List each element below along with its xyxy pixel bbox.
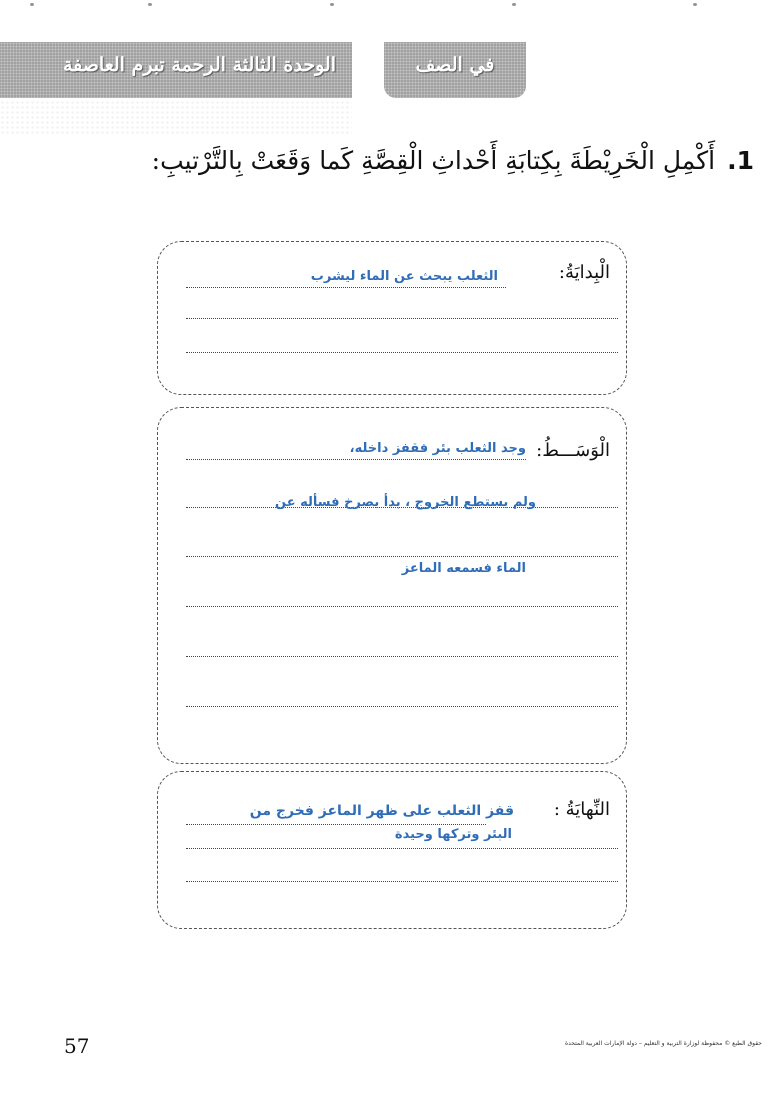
scan-speck <box>693 3 697 6</box>
writing-line <box>186 848 618 849</box>
writing-line <box>186 606 618 607</box>
writing-line <box>186 459 526 460</box>
end-box <box>157 771 627 929</box>
question-heading <box>134 146 754 175</box>
page-number: 57 <box>64 1034 90 1058</box>
question-text: أَكْمِلِ الْخَرِيْطَةَ بِكِتابَةِ أَحْداثِ الْقِصَّةِ كَما وَقَعَتْ بِالتَّرْتيبِ: <box>151 146 716 175</box>
scan-speck <box>30 3 34 6</box>
section-tab-label: في الصف <box>415 54 495 76</box>
scan-speck <box>148 3 152 6</box>
writing-line <box>186 287 506 288</box>
section-tab <box>384 42 526 98</box>
writing-line <box>186 656 618 657</box>
banner-shadow-strip <box>0 100 352 134</box>
question-number: 1. <box>727 146 754 175</box>
beginning-answer[interactable]: الثعلب يبحث عن الماء ليشرب <box>310 269 498 284</box>
middle-answer-line[interactable]: وجد الثعلب بئر فقفز داخله، <box>349 441 526 456</box>
scan-speck <box>512 3 516 6</box>
copyright-notice: حقوق الطبع © محفوظة لوزارة التربية و التعليم – دولة الإمارات العربية المتحدة <box>564 1040 762 1047</box>
writing-line <box>186 881 618 882</box>
writing-line <box>186 352 618 353</box>
scan-speck <box>330 3 334 6</box>
writing-line <box>186 318 618 319</box>
end-answer-line[interactable]: قفز الثعلب على ظهر الماعز فخرج من <box>249 803 514 819</box>
end-label: النِّهايَةُ : <box>553 799 610 820</box>
middle-answer-line[interactable]: الماء فسمعه الماعز <box>401 561 526 576</box>
writing-line <box>186 706 618 707</box>
middle-answer-line[interactable]: ولم يستطع الخروج ، بدأ يصرخ فسأله عن <box>275 495 536 510</box>
beginning-label: الْبِدايَةُ: <box>558 262 610 283</box>
writing-line <box>186 824 486 825</box>
unit-title-banner <box>0 42 352 98</box>
unit-title: الوحدة الثالثة الرحمة تبرم العاصفة <box>62 54 336 76</box>
writing-line <box>186 556 618 557</box>
middle-label: الْوَسَـــطُ: <box>536 440 610 461</box>
end-answer-line[interactable]: البئر وتركها وحيدة <box>394 827 512 842</box>
